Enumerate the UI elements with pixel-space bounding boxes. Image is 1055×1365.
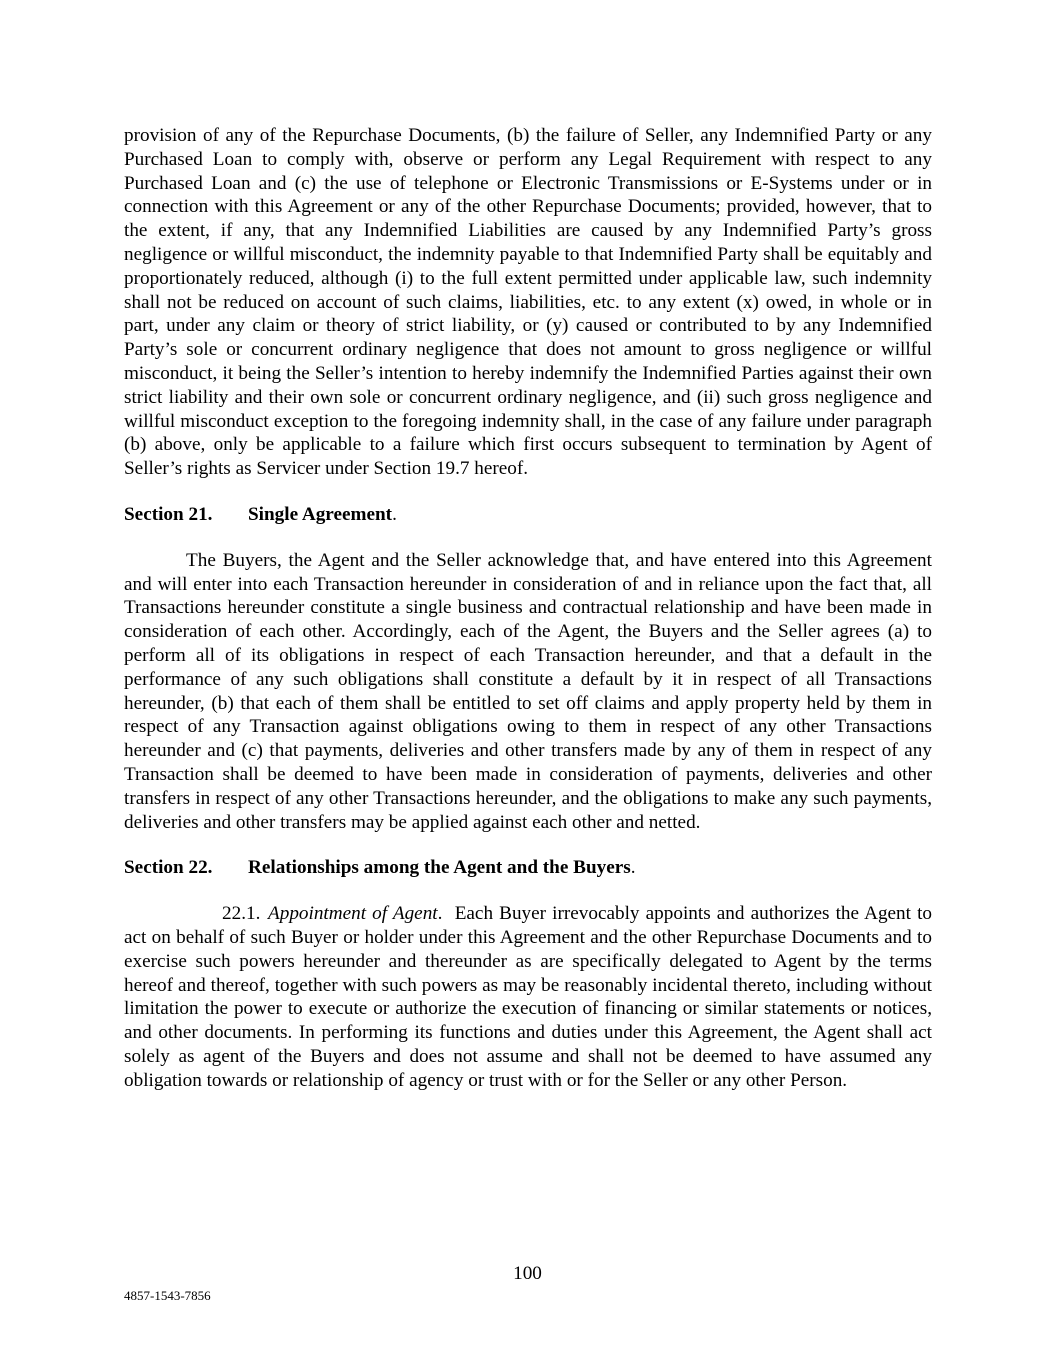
document-page [124, 124, 932, 1092]
section-21-body: The Buyers, the Agent and the Seller acknowledge that, and have entered into this Agreement and will enter into each Transaction hereunder in consideration of and in reliance upon the fact that, all Transactions hereunder constitute a single business and contractual relationship and have been made in consideration of each other. Accordingly, each of the Agent, the Buyers and the Seller agrees (a) to perform all of its obligations in respect of each Transaction hereunder, and that a default in the performance of any such obligations shall constitute a default by it in respect of all Transactions hereunder, (b) that each of them shall be entitled to set off claims and apply property held by them in respect of any Transaction against obligations owing to them in respect of any other Transactions hereunder and (c) that payments, deliveries and other transfers made by any of them in respect of any Transaction shall be deemed to have been made in consideration of payments, deliveries and other transfers in respect of any other Transactions hereunder, and the obligations to make any such payments, deliveries and other transfers may be applied against each other and netted. [124, 549, 932, 833]
document-id: 4857-1543-7856 [124, 1288, 211, 1303]
continuation-paragraph: provision of any of the Repurchase Documents, (b) the failure of Seller, any Indemnified Party or any Purchased Loan to comply with, observe or perform any Legal Requirement with respect to any Purchased Loan and (c) the use of telephone or Electronic Transmissions or E-Systems under or in connection with this Agreement or any of the other Repurchase Documents; provided, however, that to the extent, if any, that any Indemnified Liabilities are caused by any Indemnified Party’s gross negligence or willful misconduct, the indemnity payable to that Indemnified Party shall be equitably and proportionately reduced, although (i) to the full extent permitted under applicable law, such indemnity shall not be reduced on account of such claims, liabilities, etc. to any extent (x) owed, in whole or in part, under any claim or theory of strict liability, or (y) caused or contributed to by any Indemnified Party’s sole or concurrent ordinary negligence that does not amount to gross negligence or willful misconduct, it being the Seller’s intention to hereby indemnify the Indemnified Parties against their own strict liability and their own sole or concurrent ordinary negligence, and (ii) such gross negligence and willful misconduct exception to the foregoing indemnity shall, in the case of any failure under paragraph (b) above, only be applicable to a failure which first occurs subsequent to termination by Agent of Seller’s rights as Servicer under Section 19.7 hereof. [124, 125, 932, 480]
section-22-1-body: Each Buyer irrevocably appoints and authorizes the Agent to act on behalf of such Buyer or holder under this Agreement and the other Repurchase Documents and to exercise such powers hereunder and thereunder as are specifically delegated to Agent by the terms hereof and thereof, together with such powers as may be reasonably incidental thereto, including without limitation the power to execute or authorize the execution of financing or similar statements or notices, and other documents. In performing its functions and duties under this Agreement, the Agent shall act solely as agent of the Buyers and does not assume and shall not be deemed to have assumed any obligation towards or relationship of agency or trust with or for the Seller or any other Person. [124, 903, 933, 1091]
section-22-number: Section 22. [124, 857, 213, 879]
page-number: 100 [513, 1263, 542, 1284]
section-22-1-paragraph [124, 902, 932, 1092]
section-21-heading [124, 503, 932, 527]
section-22-title: Relationships among the Agent and the Buyers [248, 857, 631, 879]
section-22-heading [124, 856, 932, 880]
section-22-1-title: Appointment of Agent [268, 903, 438, 925]
section-22-1-title-punct: . [437, 903, 443, 925]
section-22-1-number: 22.1. [222, 903, 261, 925]
section-21-title: Single Agreement [248, 503, 393, 525]
section-21-number: Section 21. [124, 503, 213, 525]
section-21-title-punct: . [392, 503, 397, 525]
section-22-title-punct: . [630, 857, 636, 879]
